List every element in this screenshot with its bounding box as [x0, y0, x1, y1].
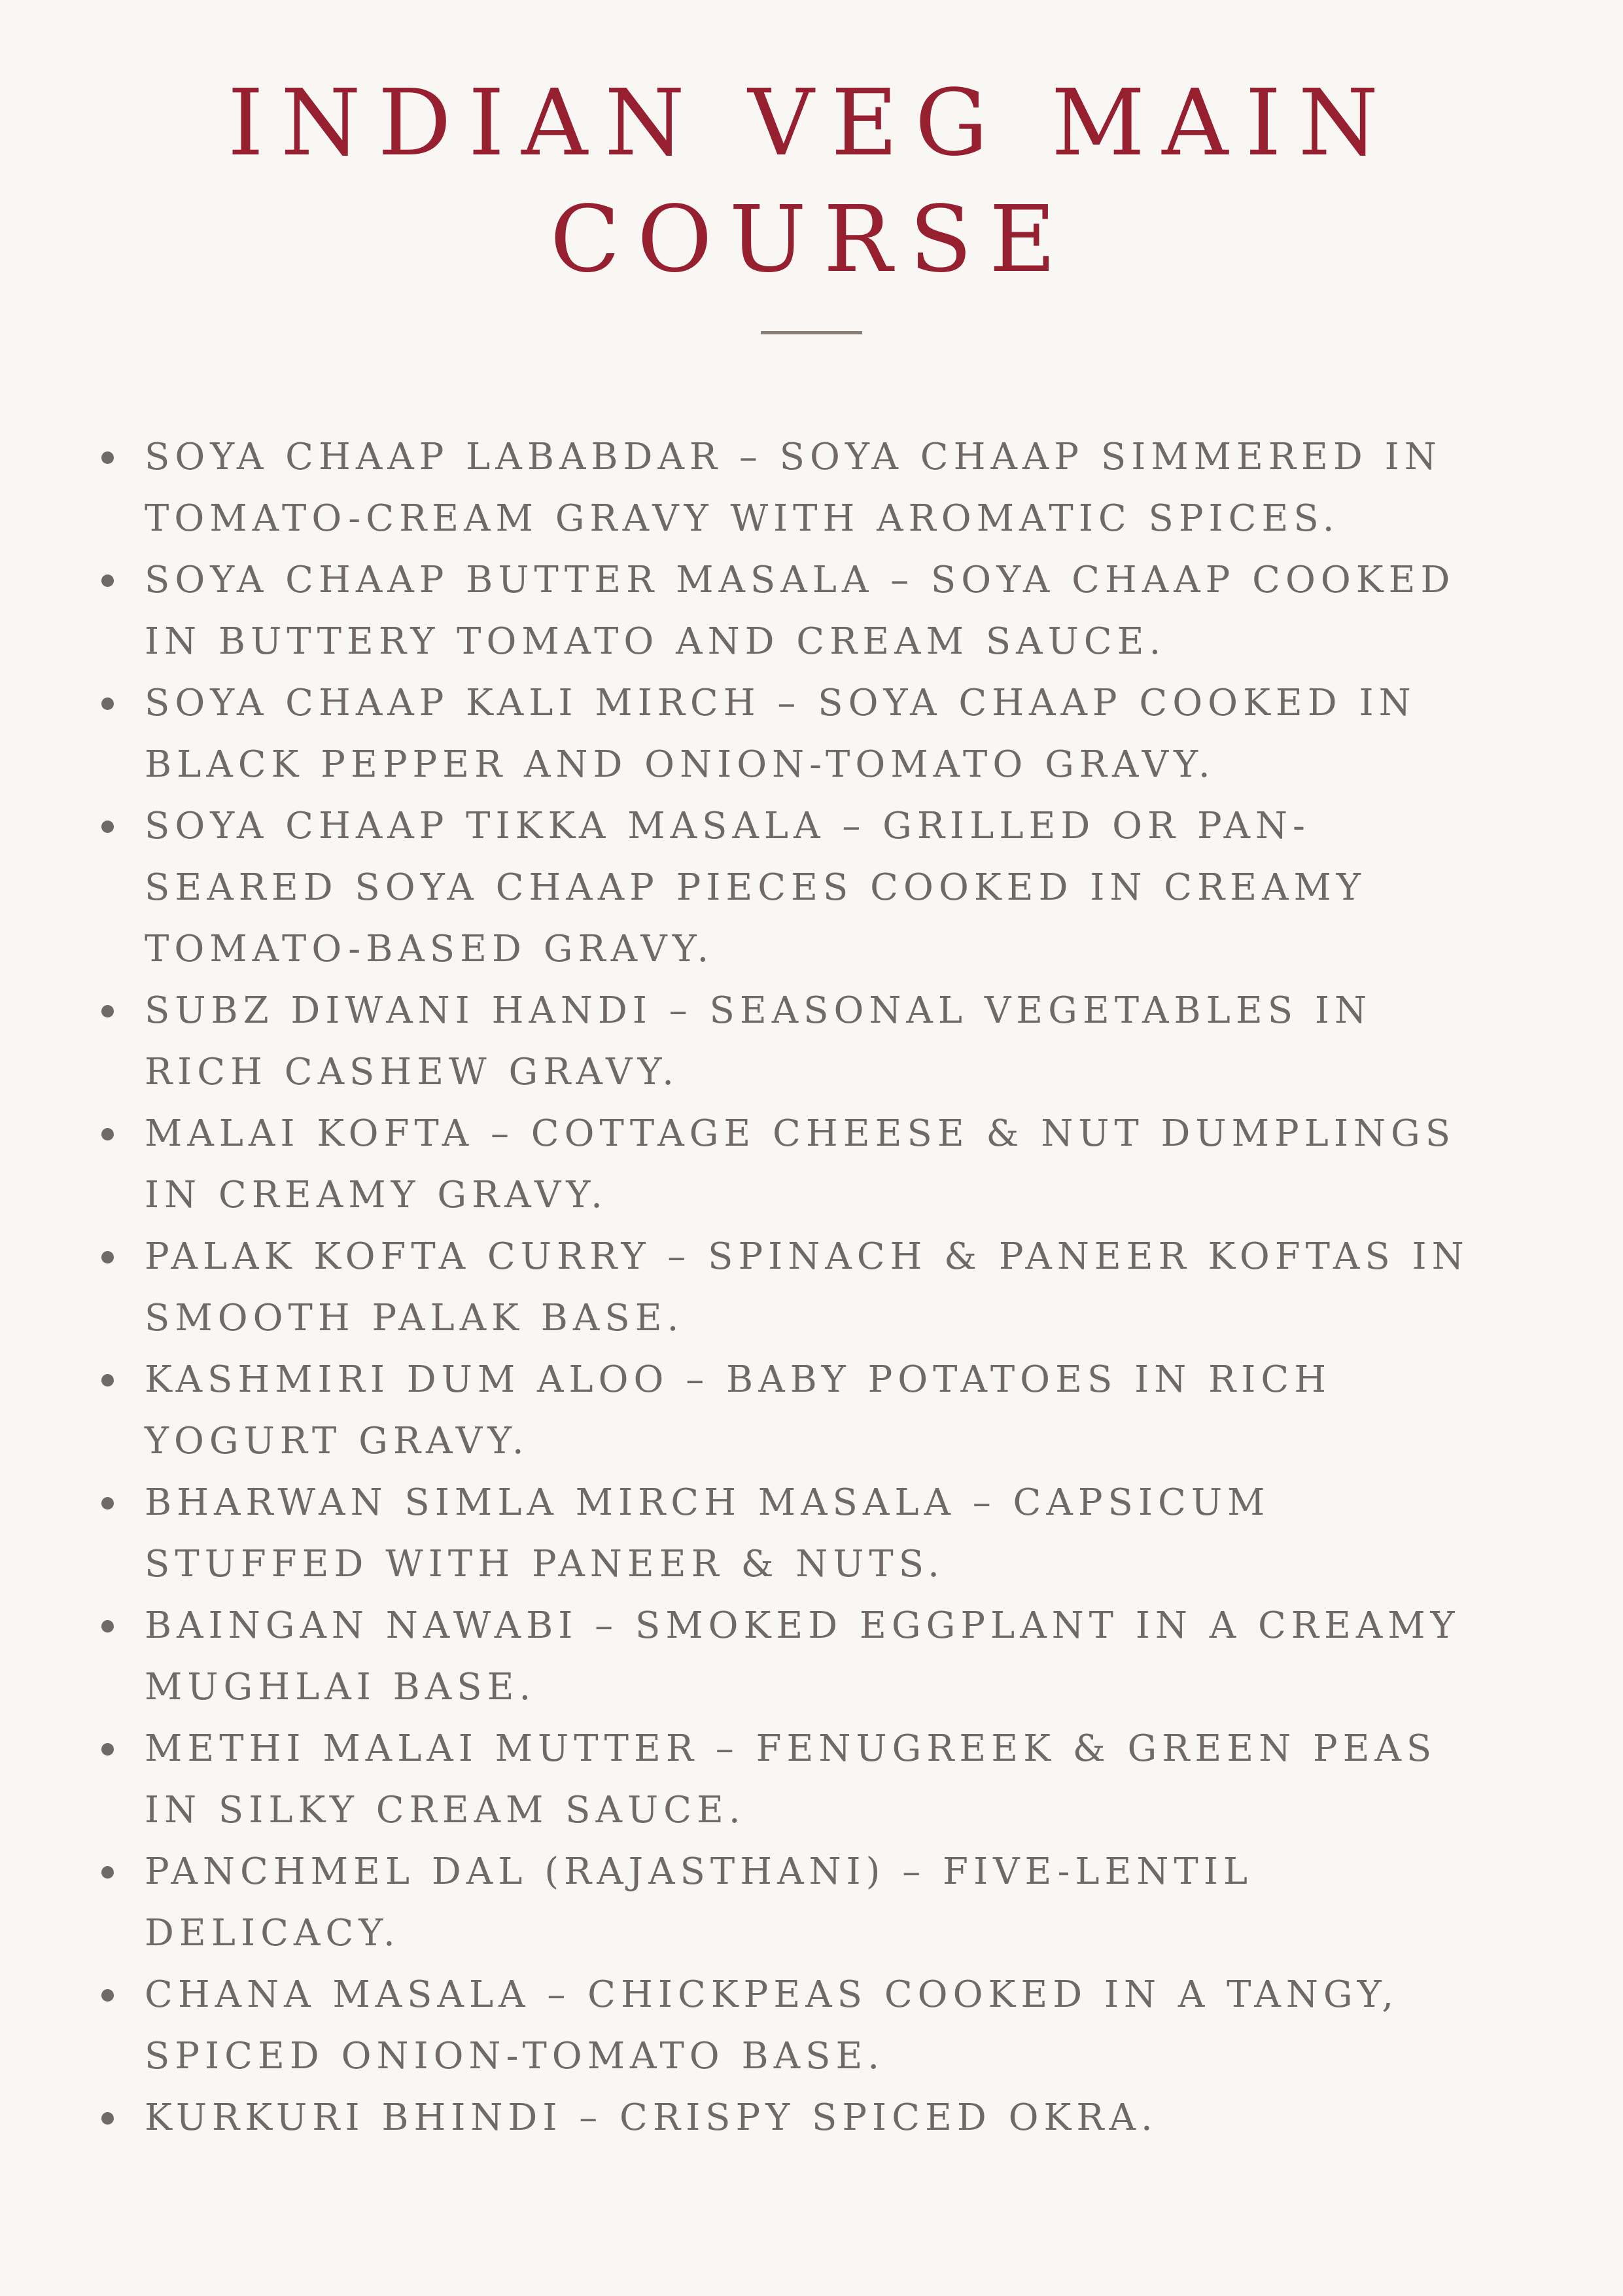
title-line-1: INDIAN VEG MAIN: [227, 70, 1396, 177]
bullet-icon: [101, 1620, 114, 1633]
menu-item: [101, 673, 1541, 796]
menu-item: [101, 427, 1541, 550]
menu-item-line: DELICACY.: [145, 1912, 400, 1954]
bullet-icon: [101, 451, 114, 464]
menu-item: [101, 2087, 1541, 2149]
menu-item: [101, 1595, 1541, 1718]
page-title: [0, 65, 1623, 298]
menu-item-line: SUBZ DIWANI HANDI – SEASONAL VEGETABLES IN: [145, 989, 1372, 1032]
bullet-icon: [101, 698, 114, 710]
menu-item-line: SOYA CHAAP KALI MIRCH – SOYA CHAAP COOKED IN: [145, 682, 1416, 724]
menu-item-line: SEARED SOYA CHAAP PIECES COOKED IN CREAMY: [145, 866, 1366, 909]
menu-item-line: SMOOTH PALAK BASE.: [145, 1297, 684, 1339]
menu-item-line: MUGHLAI BASE.: [145, 1666, 536, 1708]
menu-item: [101, 1349, 1541, 1472]
menu-item: [101, 980, 1541, 1103]
bullet-icon: [101, 574, 114, 587]
menu-item: [101, 1718, 1541, 1841]
menu-item-line: KASHMIRI DUM ALOO – BABY POTATOES IN RICH: [145, 1358, 1332, 1401]
menu-item-line: TOMATO-CREAM GRAVY WITH AROMATIC SPICES.: [145, 497, 1340, 540]
menu-item: [101, 1964, 1541, 2087]
menu-item-line: PALAK KOFTA CURRY – SPINACH & PANEER KOFTAS IN: [145, 1235, 1469, 1278]
menu-item-line: TOMATO-BASED GRAVY.: [145, 928, 714, 970]
menu-item-line: YOGURT GRAVY.: [145, 1420, 529, 1462]
bullet-icon: [101, 1497, 114, 1510]
menu-item: [101, 1841, 1541, 1964]
bullet-icon: [101, 1251, 114, 1263]
menu-item-line: KURKURI BHINDI – CRISPY SPICED OKRA.: [145, 2096, 1158, 2139]
menu-item-line: CHANA MASALA – CHICKPEAS COOKED IN A TANGY,: [145, 1973, 1399, 2016]
bullet-icon: [101, 1374, 114, 1386]
menu-item: [101, 550, 1541, 673]
menu-item-line: RICH CASHEW GRAVY.: [145, 1051, 680, 1093]
menu-item-line: SOYA CHAAP TIKKA MASALA – GRILLED OR PAN-: [145, 805, 1310, 847]
menu-item-line: IN CREAMY GRAVY.: [145, 1174, 608, 1216]
title-divider: [761, 331, 862, 334]
menu-item: [101, 796, 1541, 980]
menu-item-line: SPICED ONION-TOMATO BASE.: [145, 2035, 885, 2077]
menu-item-line: SOYA CHAAP LABABDAR – SOYA CHAAP SIMMERED IN: [145, 436, 1442, 478]
title-line-2: COURSE: [550, 186, 1073, 293]
bullet-icon: [101, 1989, 114, 2002]
menu-item-line: BAINGAN NAWABI – SMOKED EGGPLANT IN A CREAMY: [145, 1604, 1460, 1647]
menu-item-line: PANCHMEL DAL (RAJASTHANI) – FIVE-LENTIL: [145, 1850, 1253, 1893]
bullet-icon: [101, 1128, 114, 1140]
menu-item-line: BHARWAN SIMLA MIRCH MASALA – CAPSICUM: [145, 1481, 1270, 1524]
menu-item-line: IN BUTTERY TOMATO AND CREAM SAUCE.: [145, 620, 1166, 663]
menu-item-line: STUFFED WITH PANEER & NUTS.: [145, 1543, 945, 1585]
menu-item-line: BLACK PEPPER AND ONION-TOMATO GRAVY.: [145, 743, 1215, 786]
bullet-icon: [101, 1005, 114, 1017]
bullet-icon: [101, 1743, 114, 1756]
menu-item-line: IN SILKY CREAM SAUCE.: [145, 1789, 746, 1831]
bullet-icon: [101, 2112, 114, 2125]
menu-item: [101, 1103, 1541, 1226]
menu-item-line: METHI MALAI MUTTER – FENUGREEK & GREEN PEAS: [145, 1727, 1437, 1770]
menu-list: [101, 427, 1541, 2149]
bullet-icon: [101, 1866, 114, 1879]
menu-item: [101, 1226, 1541, 1349]
bullet-icon: [101, 821, 114, 833]
menu-item-line: SOYA CHAAP BUTTER MASALA – SOYA CHAAP COOKED: [145, 559, 1456, 601]
menu-item: [101, 1472, 1541, 1595]
menu-item-line: MALAI KOFTA – COTTAGE CHEESE & NUT DUMPLINGS: [145, 1112, 1456, 1155]
